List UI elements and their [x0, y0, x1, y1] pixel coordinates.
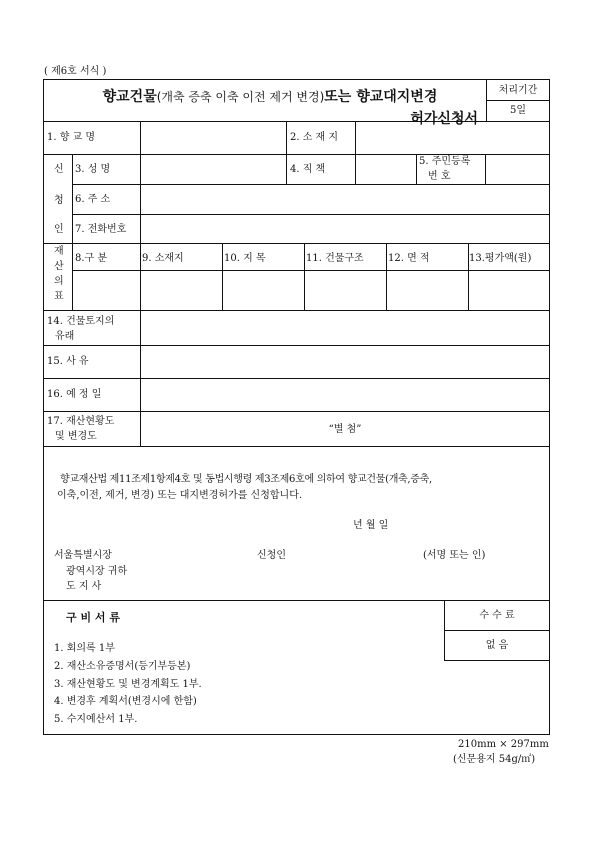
- divider: [485, 154, 486, 184]
- title-tail: 또는 향교대지변경: [324, 89, 438, 105]
- signature-label: (서명 또는 인): [423, 550, 486, 561]
- col-location: 9. 소재지: [142, 253, 184, 264]
- title-paren: (개축 증축 이축 이전 제거 변경): [156, 90, 325, 104]
- addressee-1: 서울특별시장: [54, 550, 112, 561]
- applicant-group-3: 인: [54, 224, 64, 235]
- label-status-1: 17. 재산현황도: [47, 416, 115, 427]
- property-group-3: 의: [54, 276, 64, 287]
- form-number: ( 제6호 서식 ): [44, 66, 107, 77]
- divider: [286, 121, 287, 184]
- divider: [140, 243, 141, 310]
- label-rrn-1: 5. 주민등록: [419, 156, 471, 167]
- property-group-4: 표: [54, 291, 64, 302]
- divider: [140, 121, 141, 243]
- label-origin-1: 14. 건물토지의: [47, 316, 115, 327]
- col-type: 8.구 분: [75, 253, 108, 264]
- divider: [43, 243, 550, 244]
- applicant-group-2: 청: [54, 195, 64, 206]
- divider: [416, 154, 417, 184]
- label-address: 6. 주 소: [75, 194, 111, 205]
- form-frame: [43, 79, 550, 735]
- document-item-5: 5. 수지예산서 1부.: [54, 714, 138, 725]
- label-reason: 15. 사 유: [47, 356, 89, 367]
- divider: [222, 243, 223, 310]
- document-item-3: 3. 재산현황도 및 변경계획도 1부.: [54, 679, 202, 690]
- paper-type: (신문용지 54g/㎡): [453, 754, 536, 765]
- document-item-2: 2. 재산소유증명서(등기부등본): [54, 661, 191, 672]
- col-category: 10. 지 목: [224, 253, 266, 264]
- divider: [72, 214, 550, 215]
- label-origin-2: 유래: [55, 331, 75, 342]
- col-value: 13.평가액(원): [469, 253, 532, 264]
- label-school-name: 1. 향 교 명: [47, 132, 96, 143]
- label-phone: 7. 전화번호: [75, 224, 127, 235]
- divider: [72, 184, 550, 185]
- statement-line-2: 이축,이전, 제거, 변경) 또는 대지변경허가를 신청합니다.: [57, 490, 303, 501]
- addressee-3: 도 지 사: [66, 581, 102, 592]
- divider: [43, 378, 550, 379]
- col-structure: 11. 건물구조: [306, 253, 364, 264]
- processing-label: 처리기간: [498, 85, 538, 96]
- label-name: 3. 성 명: [75, 164, 111, 175]
- divider: [43, 446, 550, 447]
- divider: [43, 154, 550, 155]
- label-schedule: 16. 예 정 일: [47, 389, 102, 400]
- divider: [304, 243, 305, 310]
- divider: [444, 630, 550, 631]
- divider: [444, 660, 550, 661]
- property-group-1: 재: [54, 246, 64, 257]
- document-item-1: 1. 회의록 1부: [54, 643, 115, 654]
- documents-header: 구 비 서 류: [66, 611, 120, 624]
- divider: [43, 121, 550, 122]
- applicant-group-1: 신: [54, 164, 64, 175]
- title-main: 향교건물: [102, 89, 157, 105]
- attached-note: “별 첨”: [328, 424, 362, 435]
- statement-date: 년 월 일: [353, 520, 389, 531]
- divider: [43, 600, 550, 601]
- label-status-2: 및 변경도: [55, 431, 97, 442]
- label-location: 2. 소 재 지: [290, 132, 339, 143]
- processing-value: 5일: [509, 105, 527, 116]
- divider: [72, 270, 550, 271]
- fee-label: 수 수 료: [479, 610, 515, 621]
- divider: [355, 121, 356, 184]
- applicant-label: 신청인: [257, 550, 286, 561]
- document-item-4: 4. 변경후 계획서(변경시에 한함): [54, 696, 197, 707]
- property-group-2: 산: [54, 261, 64, 272]
- divider: [72, 154, 73, 310]
- label-rrn-2: 번 호: [428, 171, 451, 182]
- fee-value: 없 음: [485, 640, 509, 651]
- statement-line-1: 향교재산법 제11조제1항제4호 및 동법시행령 제3조제6호에 의하여 향교건물(개축,증축,: [60, 474, 432, 485]
- divider: [486, 100, 550, 101]
- col-area: 12. 면 적: [388, 253, 430, 264]
- title-line2: 허가신청서: [410, 111, 478, 127]
- divider: [43, 411, 550, 412]
- paper-size: 210mm × 297mm: [458, 739, 549, 750]
- label-position: 4. 직 책: [290, 164, 326, 175]
- divider: [386, 243, 387, 310]
- divider: [43, 310, 550, 311]
- divider: [43, 345, 550, 346]
- addressee-2: 광역시장 귀하: [66, 566, 128, 577]
